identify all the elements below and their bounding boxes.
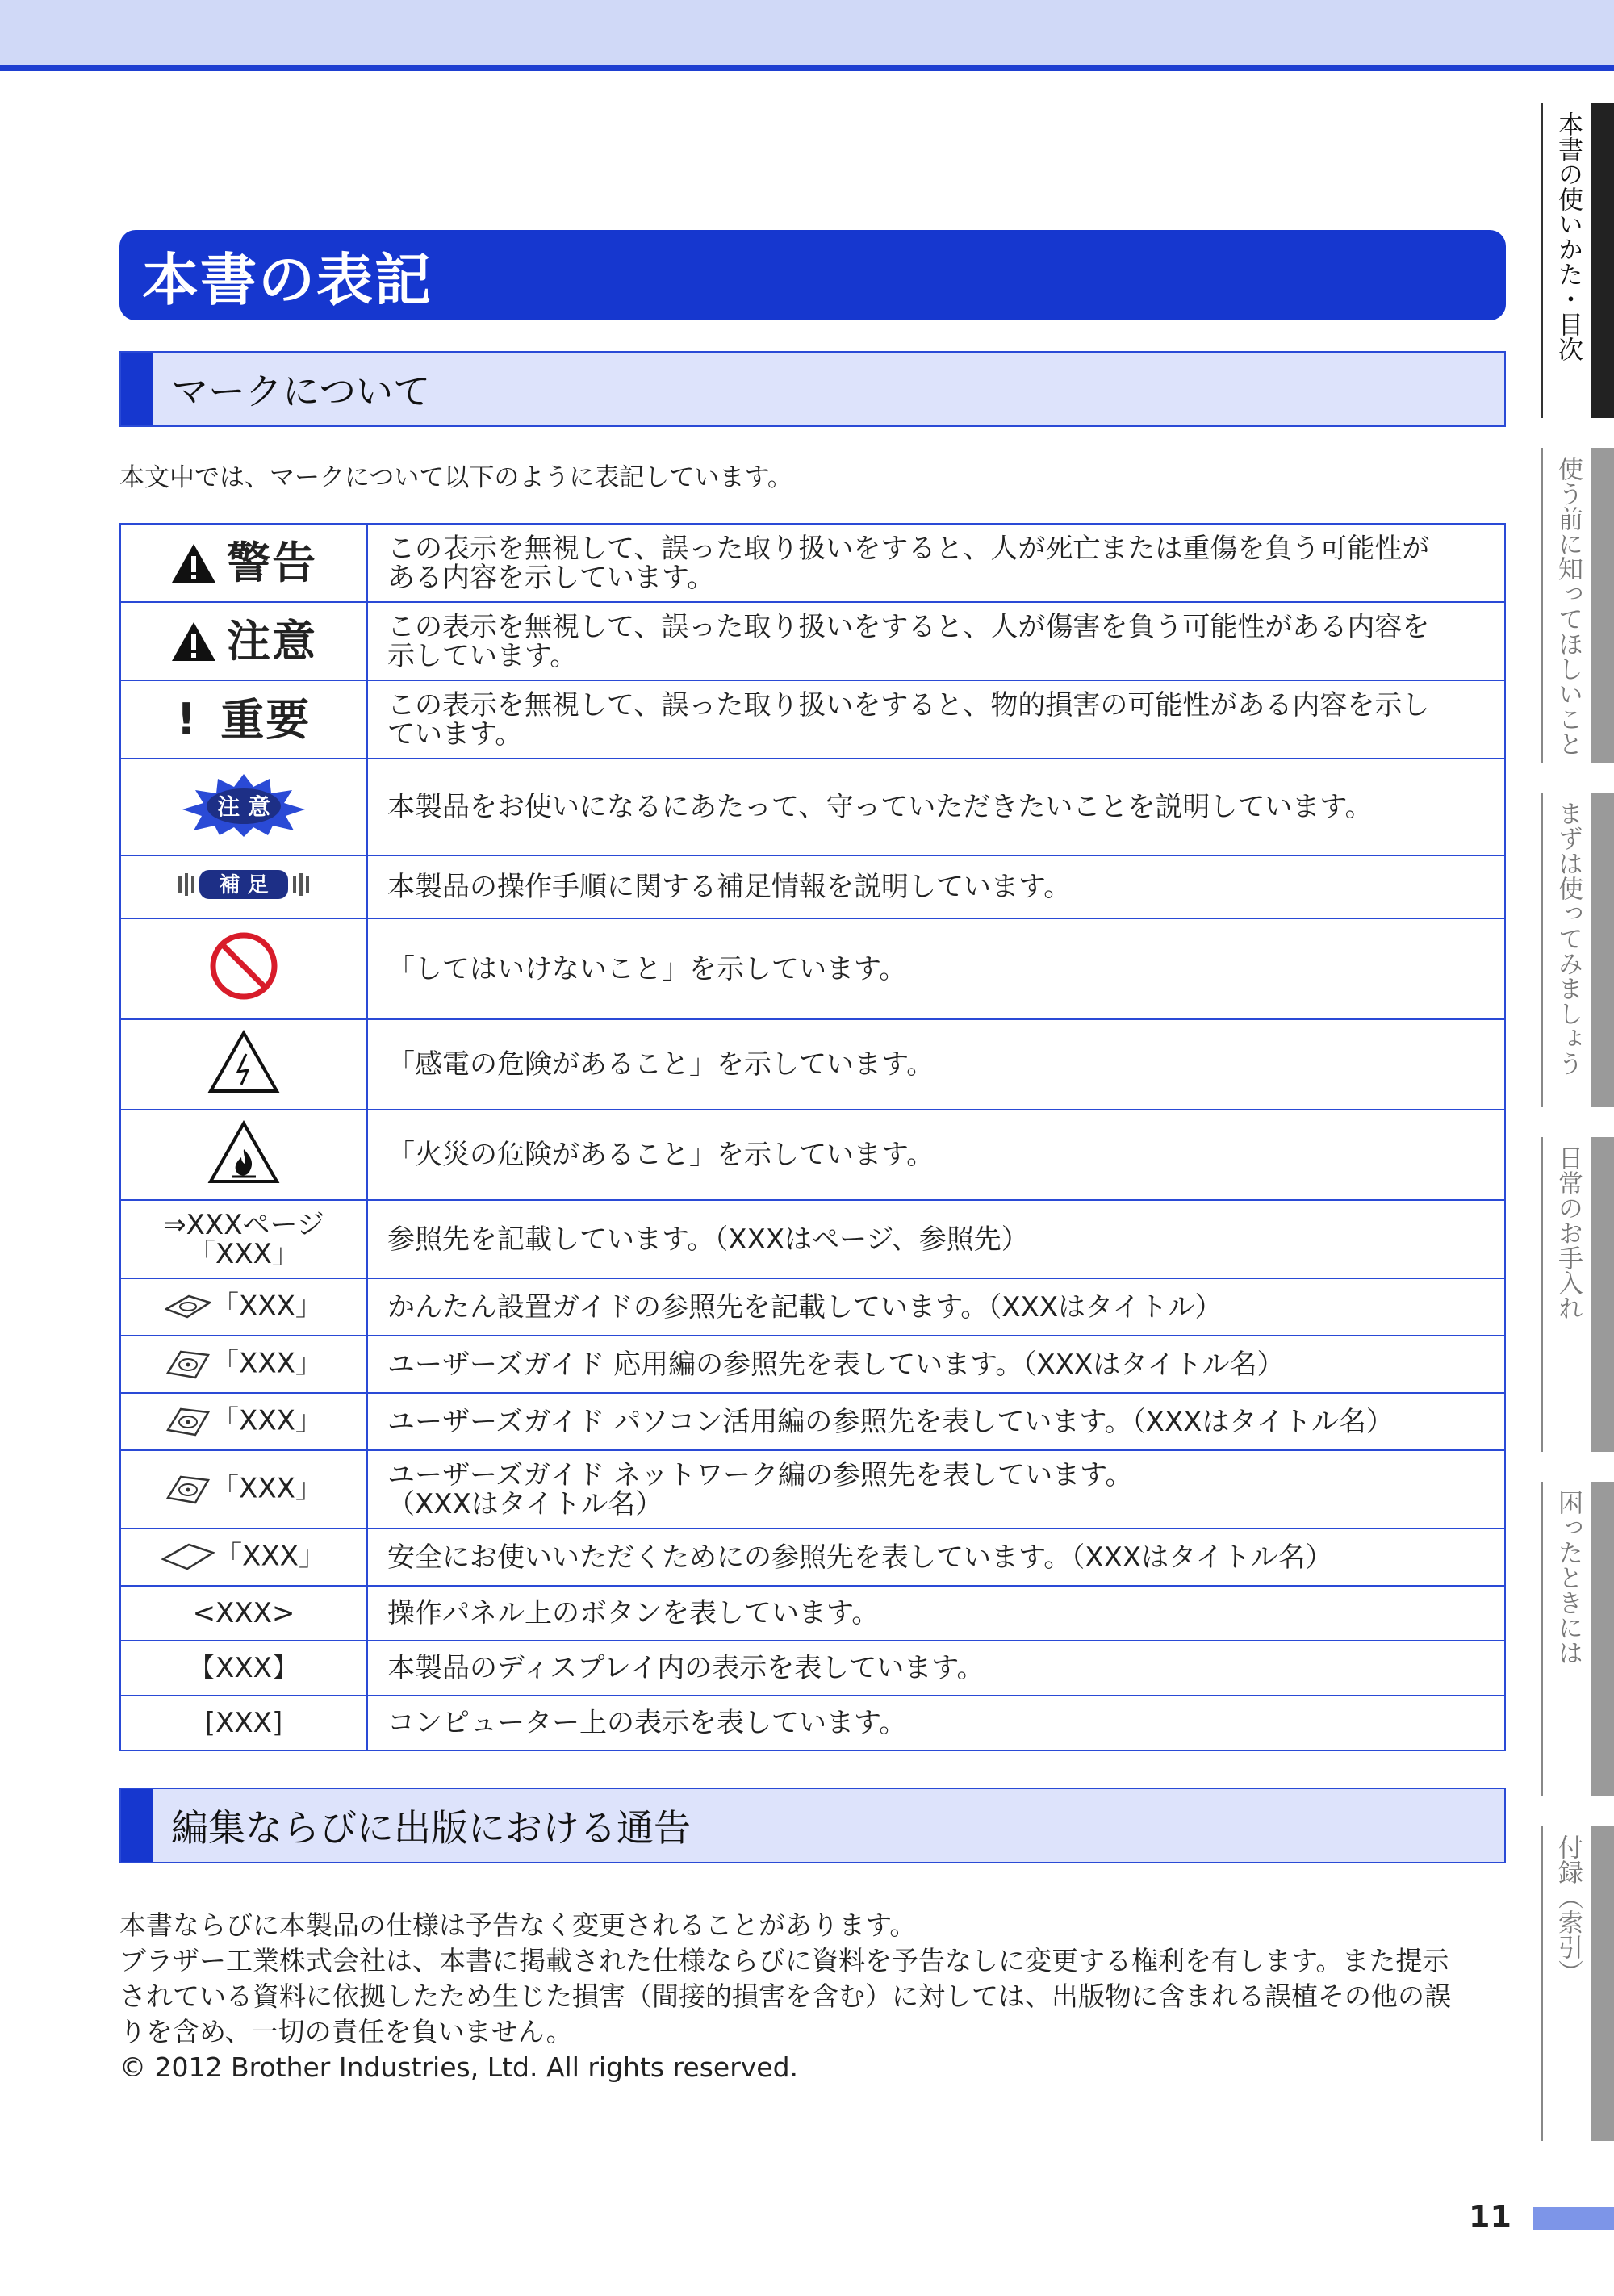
section-heading-accent [121,1789,153,1862]
desc-line: この表示を無視して、誤った取り扱いをすると、人が傷害を負う可能性がある内容を [387,610,1430,643]
supplement-badge-icon [175,867,312,902]
mark-description [367,1450,1505,1529]
tab-indicator [1591,1482,1614,1796]
mark-label: 「XXX」 [211,1290,323,1322]
desc-line: 本製品のディスプレイ内の表示を表しています。 [387,1652,985,1684]
warning-triangle-icon [170,542,217,585]
tab-label: 使う前に知ってほしいこと [1553,456,1583,756]
mark-cell [120,1696,367,1750]
notice-line: 本書ならびに本製品の仕様は予告なく変更されることがあります。 [119,1909,917,1941]
page-number: 11 [1469,2199,1512,2235]
mark-label: <XXX> [192,1597,295,1629]
desc-line: （XXXはタイトル名） [387,1487,663,1520]
cd-manual-icon [165,1474,211,1506]
mark-cell [120,1529,367,1586]
desc-line: 安全にお使いいただくためにの参照先を表しています。（XXXはタイトル名） [387,1541,1333,1574]
electric-shock-icon [207,1030,280,1094]
mark-description [367,680,1505,759]
desc-line: ています。 [387,717,523,751]
mark-cell [120,1278,367,1336]
tab-indicator [1591,1826,1614,2141]
mark-description [367,602,1505,680]
tab-getting-started[interactable] [1541,793,1587,1107]
mark-description [367,1110,1505,1200]
mark-cell [120,1393,367,1450]
table-row [120,524,1505,602]
setup-guide-icon [165,1291,211,1324]
mark-label: 補 足 [219,872,269,897]
mark-cell [120,1200,367,1278]
mark-description [367,1278,1505,1336]
mark-label: 注意 [227,615,317,667]
safety-guide-icon [161,1541,215,1574]
table-row [120,855,1505,918]
exclamation-icon: ! [176,694,199,746]
tab-troubleshooting[interactable] [1541,1482,1587,1796]
mark-cell [120,855,367,918]
desc-line: 操作パネル上のボタンを表しています。 [387,1597,880,1629]
page-title-bar [119,230,1506,320]
mark-label: 「XXX」 [188,1237,299,1270]
desc-line: 示しています。 [387,639,578,672]
mark-cell [120,759,367,855]
mark-label: 「XXX」 [211,1472,323,1504]
mark-cell [120,918,367,1019]
tab-label: 本書の使いかた・目次 [1553,111,1583,362]
section-heading-notice [119,1788,1506,1863]
mark-description [367,1336,1505,1393]
table-row [120,1641,1505,1696]
table-row [120,1278,1505,1336]
desc-line: この表示を無視して、誤った取り扱いをすると、人が死亡または重傷を負う可能性が [387,532,1430,565]
table-row [120,602,1505,680]
mark-description [367,1529,1505,1586]
mark-label: 重要 [220,694,312,746]
table-row [120,1019,1505,1110]
desc-line: かんたん設置ガイドの参照先を記載しています。（XXXはタイトル） [387,1290,1223,1324]
tab-indicator [1591,448,1614,763]
mark-description [367,1696,1505,1750]
desc-line: この表示を無視して、誤った取り扱いをすると、物的損害の可能性がある内容を示し [387,688,1430,721]
mark-cell [120,1019,367,1110]
tab-maintenance[interactable] [1541,1137,1587,1452]
desc-line: ユーザーズガイド パソコン活用編の参照先を表しています。（XXXはタイトル名） [387,1405,1394,1438]
desc-line: ユーザーズガイド 応用編の参照先を表しています。（XXXはタイトル名） [387,1348,1285,1381]
mark-description [367,1200,1505,1278]
mark-label: 注 意 [217,793,270,820]
table-row [120,1586,1505,1641]
table-row [120,1450,1505,1529]
mark-description [367,1393,1505,1450]
desc-line: ユーザーズガイド ネットワーク編の参照先を表しています。 [387,1458,1133,1491]
desc-line: 「してはいけないこと」を示しています。 [387,952,907,985]
table-row [120,1200,1505,1278]
table-row [120,680,1505,759]
caution-badge-icon [179,772,308,837]
tab-table-of-contents[interactable] [1541,103,1587,418]
mark-label: 【XXX】 [188,1652,299,1684]
mark-cell [120,1336,367,1393]
section-heading-label: 編集ならびに出版における通告 [171,1806,691,1850]
mark-label: 「XXX」 [211,1347,323,1379]
mark-description [367,759,1505,855]
page-title: 本書の表記 [142,246,433,313]
mark-cell [120,602,367,680]
mark-label: ⇒XXXページ [163,1208,324,1241]
section-heading-label: マークについて [171,370,431,413]
mark-cell [120,1641,367,1696]
table-row [120,1529,1505,1586]
mark-label: 「XXX」 [215,1540,326,1572]
cd-manual-icon [165,1406,211,1438]
mark-description [367,1586,1505,1641]
mark-label: 「XXX」 [211,1404,323,1437]
mark-cell [120,524,367,602]
fire-hazard-icon [207,1120,280,1185]
mark-cell [120,1110,367,1200]
notice-paragraph [119,1908,1507,2085]
mark-cell [120,1450,367,1529]
tab-indicator [1591,1137,1614,1452]
mark-label: 警告 [227,537,317,588]
desc-line: 本製品の操作手順に関する補足情報を説明しています。 [387,871,1072,903]
caution-triangle-icon [170,620,217,663]
mark-description [367,524,1505,602]
marks-table [119,523,1506,1751]
notice-line: されている資料に依拠したため生じた損害（間接的損害を含む）に対しては、出版物に含まれる誤植その他の誤 [119,1980,1451,2012]
section-heading-accent [121,353,153,425]
desc-line: 参照先を記載しています。（XXXはページ、参照先） [387,1223,1029,1256]
table-row [120,1393,1505,1450]
mark-description [367,1641,1505,1696]
mark-cell [120,1586,367,1641]
top-header-band [0,0,1614,71]
desc-line: 本製品をお使いになるにあたって、守っていただきたいことを説明しています。 [387,791,1373,823]
table-row [120,918,1505,1019]
page-number-bar [1533,2207,1614,2230]
mark-description [367,918,1505,1019]
intro-text: 本文中では、マークについて以下のように表記しています。 [119,463,792,492]
mark-description [367,855,1505,918]
tab-appendix[interactable] [1541,1826,1587,2141]
mark-cell [120,680,367,759]
desc-line: ある内容を示しています。 [387,561,715,594]
desc-line: 「火災の危険があること」を示しています。 [387,1139,935,1171]
tab-label: 日常のお手入れ [1553,1145,1583,1320]
mark-label: [XXX] [204,1707,283,1739]
desc-line: 「感電の危険があること」を示しています。 [387,1048,935,1081]
tab-label: 困ったときには [1553,1490,1583,1665]
section-heading-marks [119,351,1506,427]
notice-line: りを含め、一切の責任を負いません。 [119,2016,573,2047]
table-row [120,1696,1505,1750]
mark-description [367,1019,1505,1110]
prohibited-icon [207,930,280,1002]
table-row [120,1336,1505,1393]
tab-label: 付録（索引） [1553,1834,1583,1984]
tab-before-use[interactable] [1541,448,1587,763]
notice-line: ブラザー工業株式会社は、本書に掲載された仕様ならびに資料を予告なしに変更する権利を有します。また提示 [119,1945,1449,1976]
table-row [120,759,1505,855]
cd-manual-icon [165,1349,211,1381]
desc-line: コンピューター上の表示を表しています。 [387,1707,907,1739]
tab-label: まずは使ってみましょう [1553,801,1583,1076]
copyright-line: © 2012 Brother Industries, Ltd. All rights reserved. [119,2051,799,2083]
table-row [120,1110,1505,1200]
tab-indicator-active [1591,103,1614,418]
tab-indicator [1591,793,1614,1107]
